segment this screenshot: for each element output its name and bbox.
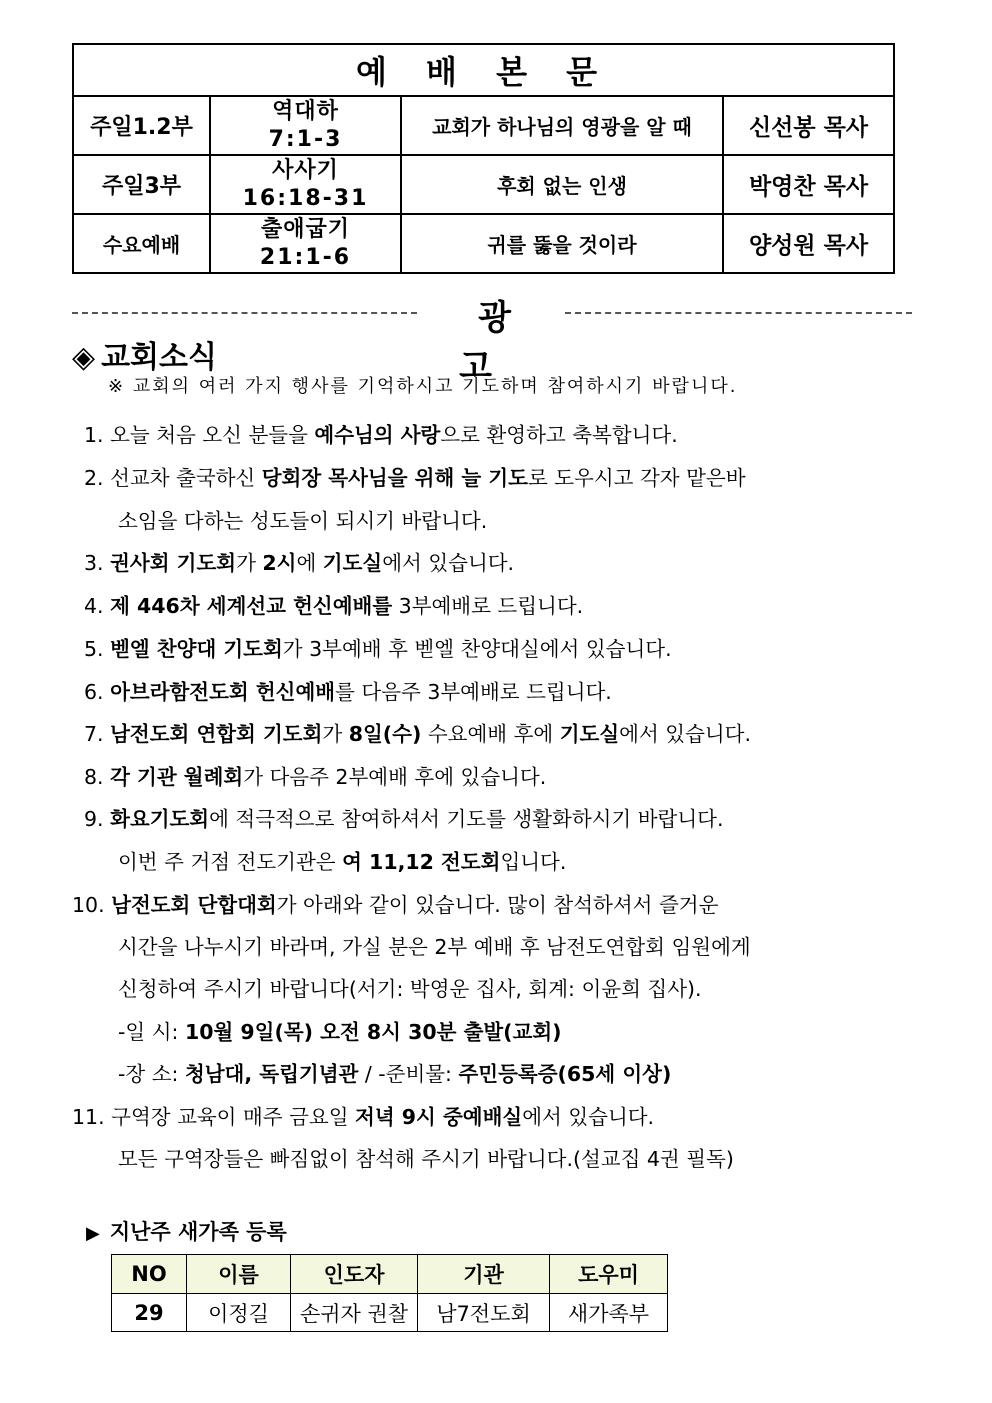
table-cell: 이정길 — [187, 1294, 291, 1332]
list-item: 1. 오늘 처음 오신 분들을 예수님의 사랑으로 환영하고 축복합니다. — [84, 423, 678, 447]
worship-title: 예 배 본 문 — [73, 44, 894, 96]
registration-title — [86, 1216, 287, 1246]
column-header: 도우미 — [550, 1255, 668, 1294]
scripture-verse: 21:1-6 — [259, 244, 352, 270]
preacher: 박영찬 목사 — [723, 155, 894, 214]
scripture-verse: 7:1-3 — [268, 126, 343, 152]
scripture — [210, 214, 401, 273]
divider — [565, 312, 912, 314]
list-item: 7. 남전도회 연합회 기도회가 8일(수) 수요예배 후에 기도실에서 있습니다. — [84, 722, 751, 746]
list-item-continuation: 이번 주 거점 전도기관은 여 11,12 전도회입니다. — [118, 850, 567, 874]
service-name: 주일1.2부 — [73, 96, 210, 155]
divider — [72, 312, 417, 314]
registration-title-text: 지난주 새가족 등록 — [109, 1220, 287, 1244]
list-item: 2. 선교차 출국하신 당회장 목사님을 위해 늘 기도로 도우시고 각자 맡은바 — [84, 466, 746, 490]
table-cell: 새가족부 — [550, 1294, 668, 1332]
triangle-right-icon: ▶ — [86, 1223, 100, 1244]
sermon-topic: 후회 없는 인생 — [401, 155, 723, 214]
section-note: ※ 교회의 여러 가지 행사를 기억하시고 기도하며 참여하시기 바랍니다. — [108, 376, 738, 397]
worship-row — [73, 96, 894, 155]
column-header: 인도자 — [291, 1255, 418, 1294]
scripture — [210, 96, 401, 155]
registration-table — [111, 1254, 668, 1332]
section-title — [72, 332, 217, 376]
event-place: -장 소: 청남대, 독립기념관 / -준비물: 주민등록증(65세 이상) — [118, 1062, 672, 1086]
list-item-continuation: 소임을 다하는 성도들이 되시기 바랍니다. — [118, 509, 488, 533]
list-item: 5. 벧엘 찬양대 기도회가 3부예배 후 벧엘 찬양대실에서 있습니다. — [84, 637, 672, 661]
list-item: 3. 권사회 기도회가 2시에 기도실에서 있습니다. — [84, 551, 515, 575]
table-row — [112, 1294, 668, 1332]
ads-title: 광 고 — [459, 298, 549, 387]
preacher: 신선봉 목사 — [723, 96, 894, 155]
worship-table — [72, 43, 895, 274]
list-item: 6. 아브라함전도회 헌신예배를 다음주 3부예배로 드립니다. — [84, 680, 612, 704]
list-item-continuation: 모든 구역장들은 빠짐없이 참석해 주시기 바랍니다.(설교집 4권 필독) — [118, 1147, 734, 1171]
scripture-book: 출애굽기 — [260, 216, 350, 242]
scripture — [210, 155, 401, 214]
sermon-topic: 귀를 뚫을 것이라 — [401, 214, 723, 273]
column-header: NO — [112, 1255, 187, 1294]
table-cell: 29 — [112, 1294, 187, 1332]
list-item: 8. 각 기관 월례회가 다음주 2부예배 후에 있습니다. — [84, 765, 547, 789]
diamond-icon: ◈ — [72, 340, 96, 375]
list-item: 9. 화요기도회에 적극적으로 참여하셔서 기도를 생활화하시기 바랍니다. — [84, 807, 724, 831]
list-item: 4. 제 446차 세계선교 헌신예배를 3부예배로 드립니다. — [84, 594, 584, 618]
service-name: 수요예배 — [73, 214, 210, 273]
worship-row — [73, 155, 894, 214]
list-item-continuation: 시간을 나누시기 바라며, 가실 분은 2부 예배 후 남전도연합회 임원에게 — [118, 935, 751, 959]
service-name: 주일3부 — [73, 155, 210, 214]
list-item: 11. 구역장 교육이 매주 금요일 저녁 9시 중예배실에서 있습니다. — [72, 1105, 655, 1129]
section-title-text: 교회소식 — [101, 340, 217, 375]
table-header-row — [112, 1255, 668, 1294]
scripture-book: 역대하 — [272, 98, 339, 124]
column-header: 기관 — [418, 1255, 550, 1294]
preacher: 양성원 목사 — [723, 214, 894, 273]
scripture-verse: 16:18-31 — [242, 185, 369, 211]
list-item-continuation: 신청하여 주시기 바랍니다(서기: 박영운 집사, 회계: 이윤희 집사). — [118, 977, 702, 1001]
table-cell: 남7전도회 — [418, 1294, 550, 1332]
event-date: -일 시: 10월 9일(목) 오전 8시 30분 출발(교회) — [118, 1020, 562, 1044]
sermon-topic: 교회가 하나님의 영광을 알 때 — [401, 96, 723, 155]
list-item: 10. 남전도회 단합대회가 아래와 같이 있습니다. 많이 참석하셔서 즐거운 — [72, 893, 719, 917]
worship-row — [73, 214, 894, 273]
table-cell: 손귀자 권찰 — [291, 1294, 418, 1332]
column-header: 이름 — [187, 1255, 291, 1294]
scripture-book: 사사기 — [272, 157, 339, 183]
